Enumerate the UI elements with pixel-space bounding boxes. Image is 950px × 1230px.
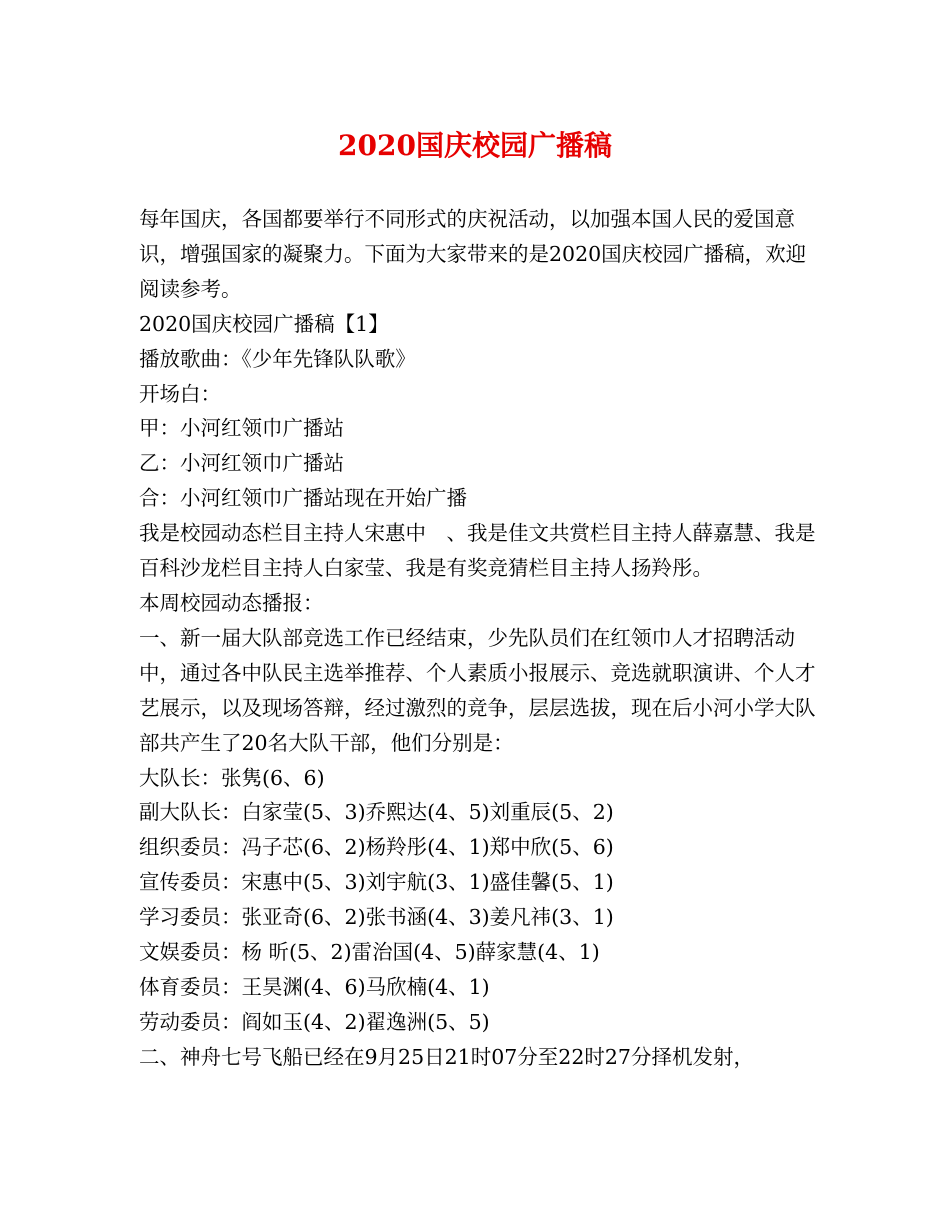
section-heading: 2020国庆校园广播稿【1】 — [139, 311, 389, 336]
together-line: 合：小河红领巾广播站现在开始广播 — [139, 486, 467, 511]
news-item-1: 一、新一届大队部竞选工作已经结束，少先队员们在红领巾人才招聘活动中，通过各中队民主选举推荐、个人素质小报展示、竞选就职演讲、个人才艺展示，以及现场答辩，经过激烈的竞争，层层选拔，现在后小河小学大队部共产生了20名大队干部，他们分别是： — [139, 625, 816, 755]
cadre-line: 组织委员：冯子芯(6、2)杨羚彤(4、1)郑中欣(5、6) — [139, 835, 614, 860]
opening-label: 开场白： — [139, 381, 221, 406]
document-body — [139, 202, 819, 1075]
news-item-2: 二、神舟七号飞船已经在9月25日21时07分至22时27分择机发射， — [139, 1044, 754, 1069]
host-b-line: 乙：小河红领巾广播站 — [139, 451, 344, 476]
campus-news-heading: 本周校园动态播报： — [139, 590, 324, 615]
cadre-line: 体育委员：王昊渊(4、6)马欣楠(4、1) — [139, 974, 490, 999]
cadre-line: 学习委员：张亚奇(6、2)张书涵(4、3)姜凡祎(3、1) — [139, 905, 614, 930]
cadre-line: 大队长：张隽(6、6) — [139, 765, 325, 790]
document-title: 2020国庆校园广播稿 — [338, 129, 612, 162]
hosts-intro-paragraph: 我是校园动态栏目主持人宋惠中 、我是佳文共赏栏目主持人薛嘉慧、我是百科沙龙栏目主持人白家莹、我是有奖竞猜栏目主持人扬羚彤。 — [139, 521, 816, 581]
cadre-line: 文娱委员：杨 昕(5、2)雷治国(4、5)薛家慧(4、1) — [139, 940, 600, 965]
cadre-line: 副大队长：白家莹(5、3)乔熙达(4、5)刘重辰(5、2) — [139, 800, 614, 825]
host-a-line: 甲：小河红领巾广播站 — [139, 416, 344, 441]
cadre-line: 劳动委员：阎如玉(4、2)翟逸洲(5、5) — [139, 1009, 490, 1034]
song-line: 播放歌曲：《少年先锋队队歌》 — [139, 346, 416, 371]
intro-paragraph: 每年国庆，各国都要举行不同形式的庆祝活动，以加强本国人民的爱国意识，增强国家的凝聚力。下面为大家带来的是2020国庆校园广播稿，欢迎阅读参考。 — [139, 207, 807, 301]
cadre-line: 宣传委员：宋惠中(5、3)刘宇航(3、1)盛佳馨(5、1) — [139, 870, 614, 895]
